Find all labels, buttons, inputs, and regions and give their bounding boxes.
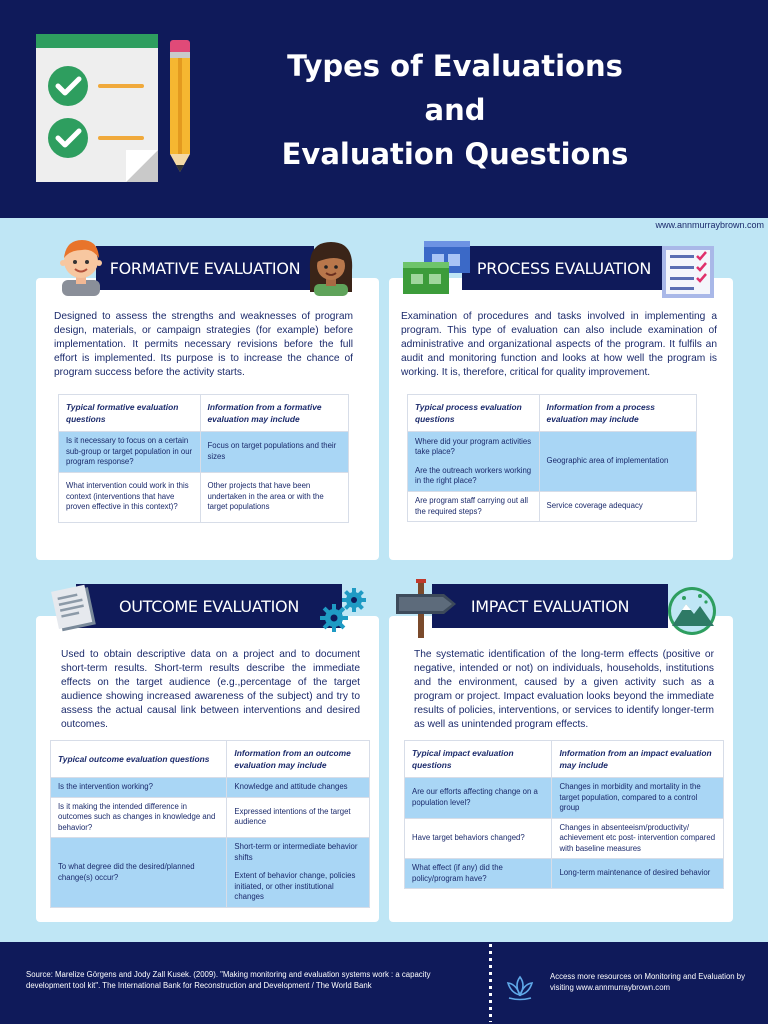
process-col1-header: Typical process evaluation questions bbox=[408, 395, 540, 432]
outcome-col1-header: Typical outcome evaluation questions bbox=[51, 741, 227, 778]
table-header-row bbox=[405, 741, 724, 778]
table-header-row bbox=[51, 741, 370, 778]
outcome-col2-header: Information from an outcome evaluation may include bbox=[227, 741, 370, 778]
boy-avatar-icon bbox=[56, 236, 106, 296]
info-cell: Other projects that have been undertaken in the area or with the target populations bbox=[200, 472, 348, 522]
process-description: Examination of procedures and tasks involved in implementing a program. This type of evaluation can also include examination of administrative and organizational aspects of the program. It fulfils an audit and monitoring function and looks at how well the program is working. It is, therefore, critical for quality improvement. bbox=[401, 311, 717, 378]
table-row bbox=[59, 472, 349, 522]
question-cell: What intervention could work in this context (interventions that have proven effective in this context)? bbox=[59, 472, 201, 522]
table-row bbox=[405, 818, 724, 859]
question-cell: What effect (if any) did the policy/program have? bbox=[405, 859, 552, 889]
impact-description: The systematic identification of the long-term effects (positive or negative, intended or not) on individuals, households, institutions and the environment, caused by a given activity such as a program or project. Impact evaluation looks beyond the immediate results of policies, interventions, or services to identify longer-term as well as unintended program effects. bbox=[414, 649, 714, 730]
info-cell: Changes in morbidity and mortality in the target population, compared to a control group bbox=[552, 778, 724, 819]
formative-description: Designed to assess the strengths and weaknesses of program design, materials, or campaign strategies (for example) before implementation. It permits necessary revisions before the full effort is implemented. Its purpose is to increase the chance of program success before the activity starts. bbox=[54, 311, 353, 378]
question-text: Are the outreach workers working in the right place? bbox=[415, 465, 532, 485]
info-cell: Long-term maintenance of desired behavior bbox=[552, 859, 724, 889]
impact-banner bbox=[432, 584, 668, 628]
outcome-description: Used to obtain descriptive data on a project and to document short-term results. Short-term results describe the immediate effects on the target audience (e.g.,percentage of the target audience showing increased awareness of the subject) and try to assess the actual causal link between interventions and desired outcomes. bbox=[61, 649, 360, 730]
question-cell: Are our efforts affecting change on a population level? bbox=[405, 778, 552, 819]
info-cell: Geographic area of implementation bbox=[539, 432, 696, 492]
table-header-row bbox=[59, 395, 349, 432]
question-cell: Have target behaviors changed? bbox=[405, 818, 552, 859]
more-resources-text[interactable]: Access more resources on Monitoring and Evaluation by visiting www.annmurraybrown.com bbox=[550, 972, 746, 992]
impact-title: IMPACT EVALUATION bbox=[470, 596, 630, 616]
table-row bbox=[405, 778, 724, 819]
outcome-title: OUTCOME EVALUATION bbox=[118, 596, 300, 616]
title-line-2: and bbox=[424, 93, 486, 127]
formative-col1-header: Typical formative evaluation questions bbox=[59, 395, 201, 432]
info-text: Short-term or intermediate behavior shifts bbox=[234, 842, 358, 862]
table-header-row bbox=[408, 395, 697, 432]
process-col2-header: Information from a process evaluation may include bbox=[539, 395, 696, 432]
table-row bbox=[408, 492, 697, 522]
table-row bbox=[59, 432, 349, 473]
question-cell: Are program staff carrying out all the required steps? bbox=[408, 492, 540, 522]
formative-table bbox=[58, 394, 349, 523]
question-cell: Is it necessary to focus on a certain sub-group or target population in our program response? bbox=[59, 432, 201, 473]
process-title: PROCESS EVALUATION bbox=[476, 258, 652, 278]
outcome-banner bbox=[76, 584, 342, 628]
question-text: Where did your program activities take place? bbox=[415, 436, 532, 456]
process-banner bbox=[462, 246, 666, 290]
page-title bbox=[255, 44, 655, 176]
info-cell: Knowledge and attitude changes bbox=[227, 778, 370, 798]
info-text: Extent of behavior change, policies initiated, or other institutional changes bbox=[234, 871, 356, 902]
question-cell: Is the intervention working? bbox=[51, 778, 227, 798]
outcome-table bbox=[50, 740, 370, 908]
table-row bbox=[51, 838, 370, 908]
website-link[interactable]: www.annmurraybrown.com bbox=[655, 220, 764, 230]
question-cell: Is it making the intended difference in outcomes such as changes in knowledge and behavior? bbox=[51, 797, 227, 838]
header bbox=[0, 0, 768, 218]
table-row bbox=[51, 778, 370, 798]
question-cell bbox=[408, 432, 540, 492]
checklist-icon bbox=[34, 32, 200, 184]
impact-col2-header: Information from an impact evaluation may include bbox=[552, 741, 724, 778]
window-blocks-icon bbox=[402, 240, 474, 296]
info-cell: Expressed intentions of the target audience bbox=[227, 797, 370, 838]
impact-col1-header: Typical impact evaluation questions bbox=[405, 741, 552, 778]
table-row bbox=[405, 859, 724, 889]
source-citation: Source: Marelize Görgens and Jody Zall Kusek. (2009). "Making monitoring and evaluation systems work : a capacity development tool kit". The International Bank for Reconstruction and Development / The World Bank bbox=[26, 970, 431, 990]
info-cell: Focus on target populations and their sizes bbox=[200, 432, 348, 473]
info-cell: Service coverage adequacy bbox=[539, 492, 696, 522]
formative-title: FORMATIVE EVALUATION bbox=[109, 258, 301, 278]
gears-icon bbox=[318, 586, 372, 632]
document-icon bbox=[50, 584, 102, 632]
dotted-divider bbox=[489, 944, 492, 1022]
task-list-icon bbox=[660, 244, 716, 300]
signpost-icon bbox=[394, 578, 460, 638]
lotus-logo-icon bbox=[505, 975, 535, 1001]
question-cell: To what degree did the desired/planned change(s) occur? bbox=[51, 838, 227, 908]
girl-avatar-icon bbox=[306, 240, 356, 296]
table-row bbox=[51, 797, 370, 838]
title-line-1: Types of Evaluations bbox=[287, 49, 623, 83]
title-line-3: Evaluation Questions bbox=[281, 137, 629, 171]
table-row bbox=[408, 432, 697, 492]
info-cell bbox=[227, 838, 370, 908]
mountain-icon bbox=[666, 586, 718, 636]
info-cell: Changes in absenteeism/productivity/ achievement etc post- intervention compared with baseline measures bbox=[552, 818, 724, 859]
formative-col2-header: Information from a formative evaluation may include bbox=[200, 395, 348, 432]
formative-banner bbox=[96, 246, 314, 290]
process-table bbox=[407, 394, 697, 522]
impact-table bbox=[404, 740, 724, 889]
